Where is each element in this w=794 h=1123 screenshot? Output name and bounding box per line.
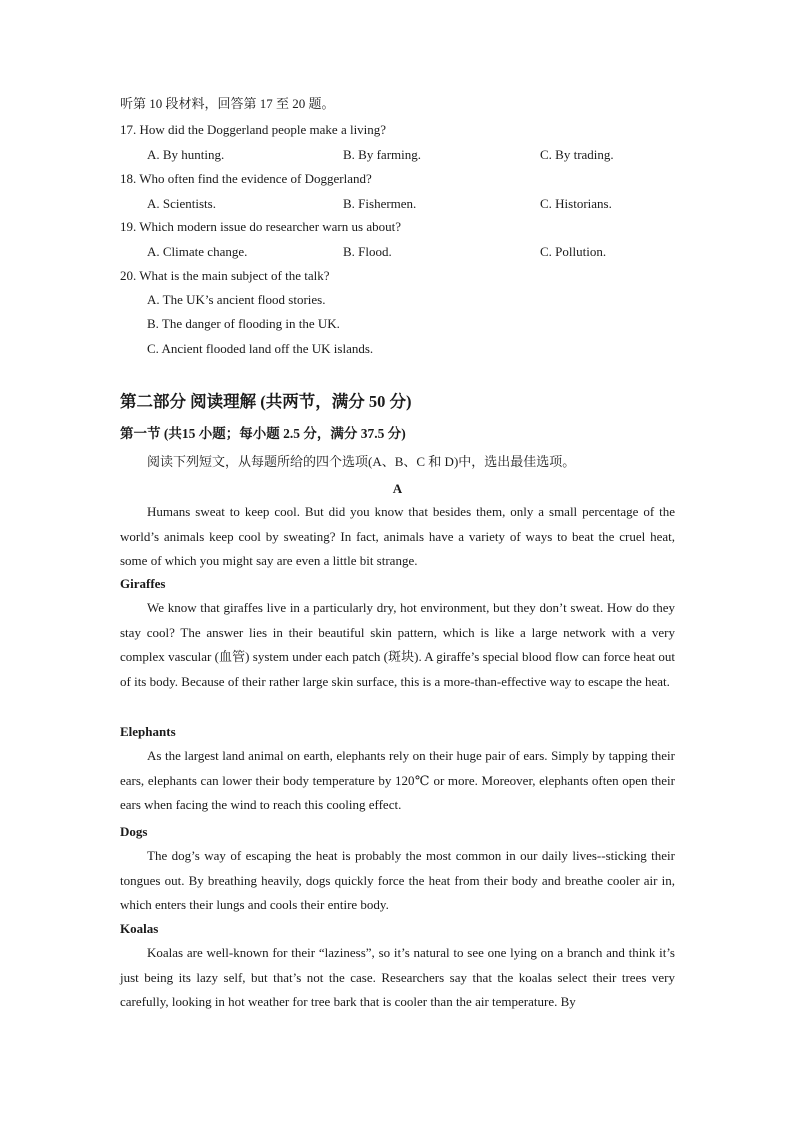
part-title: 第二部分 阅读理解 (共两节，满分 50 分)	[120, 392, 412, 411]
q19-option-b: B. Flood.	[343, 244, 392, 259]
q17-option-b: B. By farming.	[343, 147, 421, 162]
elephants-heading: Elephants	[120, 724, 176, 739]
listening-intro: 听第 10 段材料，回答第 17 至 20 题。	[120, 96, 335, 111]
elephants-paragraph: As the largest land animal on earth, elephants rely on their huge pair of ears. Simply by tapping their ears, elephants can lower their body temperature by 120℃ or more. Moreover, elephants often open their ears when facing the wind to reach this cooling effect.	[120, 748, 675, 812]
dogs-heading: Dogs	[120, 824, 148, 839]
q18-option-b: B. Fishermen.	[343, 196, 417, 211]
giraffes-heading: Giraffes	[120, 576, 166, 591]
q17-option-c: C. By trading.	[540, 147, 614, 162]
koalas-heading: Koalas	[120, 921, 159, 936]
passage-label: A	[392, 481, 403, 496]
reading-instruction: 阅读下列短文，从每题所给的四个选项(A、B、C 和 D)中，选出最佳选项。	[147, 454, 576, 469]
q20-option-b: B. The danger of flooding in the UK.	[147, 316, 340, 331]
q20-option-a: A. The UK’s ancient flood stories.	[147, 292, 326, 307]
question-19: 19. Which modern issue do researcher warn us about?	[120, 219, 401, 234]
dogs-paragraph: The dog’s way of escaping the heat is probably the most common in our daily lives--sticking their tongues out. By breathing heavily, dogs quickly force the heat from their body and breathe cooler air in, which enters their lungs and cools their entire body.	[120, 848, 675, 912]
question-20: 20. What is the main subject of the talk?	[120, 268, 330, 283]
q18-option-c: C. Historians.	[540, 196, 612, 211]
q18-option-a: A. Scientists.	[147, 196, 216, 211]
question-18: 18. Who often find the evidence of Doggerland?	[120, 171, 372, 186]
section-title: 第一节 (共15 小题；每小题 2.5 分，满分 37.5 分)	[120, 426, 406, 441]
intro-paragraph: Humans sweat to keep cool. But did you know that besides them, only a small percentage of the world’s animals keep cool by sweating? In fact, animals have a variety of ways to beat the cruel heat, some of which you might say are even a little bit strange.	[120, 504, 675, 568]
q20-option-c: C. Ancient flooded land off the UK islands.	[147, 341, 374, 356]
giraffes-paragraph: We know that giraffes live in a particularly dry, hot environment, but they don’t sweat. How do they stay cool? The answer lies in their beautiful skin pattern, which is like a large network with a very complex vascular (血管) system under each patch (斑块). A giraffe’s special blood flow can force heat out of its body. Because of their rather large skin surface, this is a more-than-effective way to escape the heat.	[120, 600, 675, 689]
question-17: 17. How did the Doggerland people make a living?	[120, 122, 387, 137]
q19-option-a: A. Climate change.	[147, 244, 248, 259]
q17-option-a: A. By hunting.	[147, 147, 225, 162]
koalas-paragraph: Koalas are well-known for their “laziness”, so it’s natural to see one lying on a branch and think it’s just being its lazy self, but that’s not the case. Researchers say that the koalas select their trees very carefully, looking in hot weather for tree bark that is cooler than the air temperature. By	[120, 945, 675, 1009]
q19-option-c: C. Pollution.	[540, 244, 607, 259]
